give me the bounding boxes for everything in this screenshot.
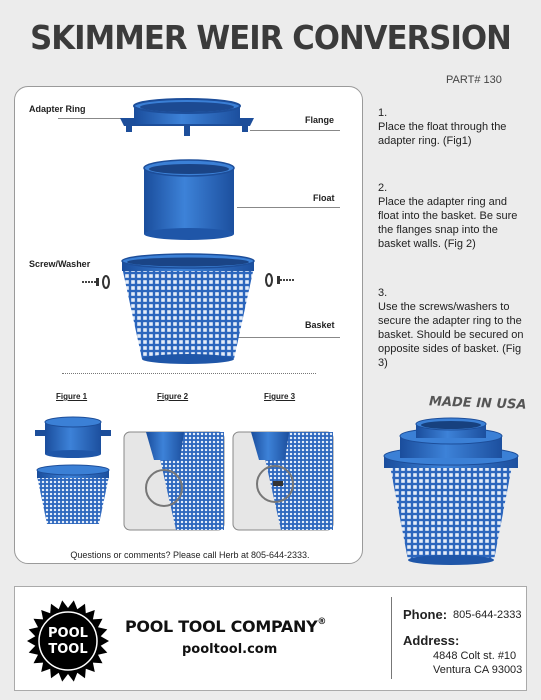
figure-2-label: Figure 2 — [157, 392, 189, 401]
step-1-number: 1. — [378, 107, 388, 119]
step-2-text: Place the adapter ring and float into the basket. Be sure the flanges snap into the basket walls. (Fig 2) — [378, 196, 518, 250]
logo-text-pool: POOL — [48, 626, 88, 641]
divider — [62, 373, 316, 374]
figure-3-label: Figure 3 — [264, 392, 296, 401]
registered-mark: ® — [317, 617, 327, 627]
part-number: PART# 130 — [446, 74, 502, 86]
step-2 — [378, 181, 528, 251]
assembled-basket-image — [376, 418, 526, 566]
step-1-text: Place the float through the adapter ring. (Fig1) — [378, 121, 507, 147]
basket-label: Basket — [305, 320, 335, 330]
made-in-usa: MADE IN USA — [428, 394, 527, 413]
company-name — [125, 617, 326, 636]
footer-divider — [391, 597, 392, 679]
step-2-number: 2. — [378, 182, 388, 194]
float-image — [140, 158, 238, 242]
figure-3-image — [233, 432, 333, 530]
flange-leader — [250, 130, 340, 131]
screw-washer-left-image — [82, 272, 112, 292]
phone-value: 805-644-2333 — [453, 609, 522, 621]
pool-tool-logo — [25, 599, 111, 683]
step-3 — [378, 286, 528, 370]
float-leader — [237, 207, 340, 208]
company-footer — [14, 586, 527, 691]
step-3-text: Use the screws/washers to secure the adapter ring to the basket. Should be secured on opposite sides of basket. (Fig 3) — [378, 301, 524, 369]
step-3-number: 3. — [378, 287, 388, 299]
figure-1-label: Figure 1 — [56, 392, 88, 401]
basket-image — [118, 255, 258, 367]
screw-washer-label: Screw/Washer — [29, 259, 91, 269]
address-label: Address: — [403, 633, 460, 648]
contact-question: Questions or comments? Please call Herb at 805-644-2333. — [70, 550, 310, 560]
page-title: SKIMMER WEIR CONVERSION — [30, 18, 511, 57]
address-line-1: 4848 Colt st. #10 — [433, 650, 517, 662]
figure-2-image — [124, 432, 224, 530]
adapter-ring-image — [112, 96, 262, 142]
address-line-2: Ventura CA 93003 — [433, 664, 523, 676]
step-1 — [378, 106, 528, 148]
website: pooltool.com — [182, 642, 278, 657]
logo-text-tool: TOOL — [48, 642, 88, 657]
screw-washer-right-image — [264, 270, 296, 290]
adapter-ring-label: Adapter Ring — [29, 104, 86, 114]
phone-label: Phone: — [403, 607, 448, 622]
figure-1-image — [33, 412, 113, 528]
float-label: Float — [313, 193, 335, 203]
company-name-text: POOL TOOL COMPANY — [125, 617, 318, 636]
flange-label: Flange — [305, 115, 335, 125]
